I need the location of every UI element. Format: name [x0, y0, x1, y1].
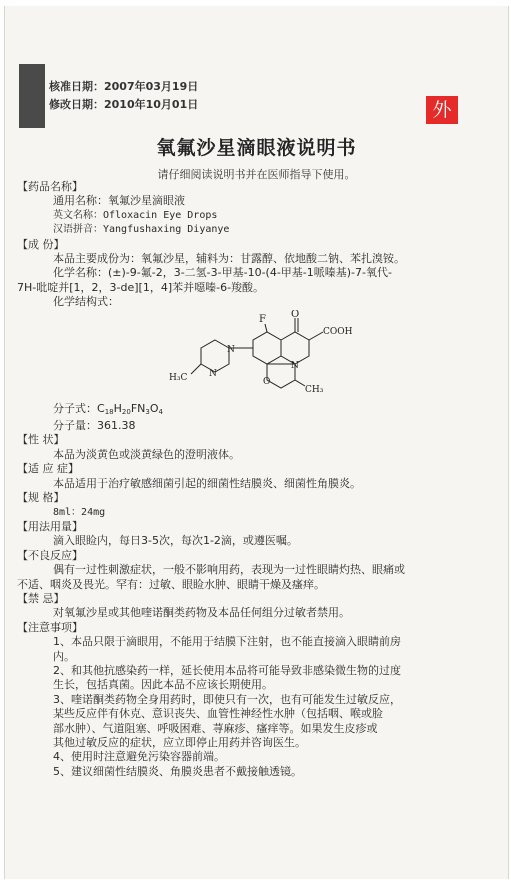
- formula-o-count: 4: [158, 407, 163, 416]
- adverse-heading: 【不良反应】: [17, 548, 83, 562]
- dosage-text: 滴入眼睑内，每日3-5次，每次1-2滴，或遵医嘱。: [53, 534, 298, 548]
- precaution-line: 生长，包括真菌。因此本品不应该长期使用。: [53, 678, 273, 692]
- properties-heading: 【性 状】: [17, 433, 65, 447]
- side-bar-mark: [19, 64, 45, 128]
- specification-text: 8ml：24mg: [53, 506, 106, 518]
- contraindications-heading: 【禁 忌】: [17, 591, 65, 605]
- precaution-line: 4、使用时注意避免污染容器前端。: [53, 750, 225, 764]
- formula-label: 分子式：: [53, 401, 97, 415]
- composition-heading: 【成 份】: [17, 237, 65, 251]
- formula-o: O: [149, 401, 159, 415]
- group-methyl-n: H₃C: [169, 372, 188, 383]
- atom-nitrogen-methyl: N: [209, 368, 217, 379]
- group-methyl: CH₃: [305, 384, 324, 395]
- english-name: 英文名称：Ofloxacin Eye Drops: [53, 209, 218, 221]
- atom-fluorine: F: [259, 313, 266, 325]
- formula-h: H: [113, 401, 122, 415]
- precaution-line: 1、本品只限于滴眼用，不能用于结膜下注射，也不能直接滴入眼睛前房: [53, 635, 401, 649]
- contraindications-text: 对氧氟沙星或其他喹诺酮类药物及本品任何组分过敏者禁用。: [53, 606, 350, 620]
- precaution-line: 2、和其他抗感染药一样，延长使用本品将可能导致非感染微生物的过度: [53, 663, 401, 677]
- adverse-line-1: 偶有一过性刺激症状，一般不影响用药，表现为一过性眼睛灼热、眼痛或: [53, 563, 405, 577]
- revision-date: 修改日期：2010年10月01日: [49, 98, 199, 111]
- precaution-line: 3、喹诺酮类药物全身用药时，即使只有一次，也有可能发生过敏反应，: [53, 692, 401, 706]
- atom-keto-oxygen: O: [291, 309, 300, 320]
- drug-name-heading: 【药品名称】: [17, 180, 83, 193]
- specification-heading: 【规 格】: [17, 491, 65, 505]
- dosage-heading: 【用法用量】: [17, 519, 83, 533]
- chemical-name-line-2: 7H-吡啶并[1，2，3-de][1，4]苯并噁嗪-6-羧酸。: [17, 280, 265, 294]
- generic-name: 通用名称：氧氟沙星滴眼液: [53, 194, 185, 208]
- group-carboxyl: COOH: [323, 326, 353, 337]
- formula-h-count: 20: [121, 407, 131, 416]
- leaflet-content: [17, 180, 499, 779]
- chemical-name-line-1: 化学名称：(±)-9-氟-2，3-二氢-3-甲基-10-(4-甲基-1哌嗪基)-7-氧代-: [53, 266, 392, 280]
- precaution-line: 其他过敏反应的症状，应立即停止用药并咨询医生。: [53, 736, 306, 749]
- date-block: [49, 78, 198, 114]
- main-ingredients: 本品主要成份为：氧氟沙星，辅料为：甘露醇、依地酸二钠、苯扎溴铵。: [53, 252, 405, 266]
- adverse-line-2: 不适、咽炎及畏光。罕有：过敏、眼睑水肿、眼睛干燥及瘙痒。: [17, 577, 325, 591]
- structure-label: 化学结构式：: [53, 295, 119, 309]
- precaution-line: 部水肿）、气道阻塞、呼吸困难、荨麻疹、瘙痒等。如果发生皮疹或: [53, 721, 378, 735]
- precaution-line: 内。: [53, 649, 75, 663]
- pinyin-name: 汉语拼音：Yangfushaxing Diyanye: [53, 224, 230, 236]
- formula-c: C: [97, 401, 105, 415]
- molecular-formula: [17, 402, 499, 419]
- precautions-heading: 【注意事项】: [17, 620, 83, 634]
- formula-fn: FN: [130, 401, 146, 415]
- indications-heading: 【适 应 症】: [17, 462, 79, 476]
- formula-c-count: 18: [104, 407, 114, 416]
- atom-oxazine-oxygen: O: [263, 376, 271, 387]
- atom-nitrogen-piperazine: N: [227, 344, 235, 355]
- properties-text: 本品为淡黄色或淡黄绿色的澄明液体。: [53, 447, 240, 461]
- precaution-line: 某些反应伴有休克、意识丧失、血管性神经性水肿（包括咽、喉或脸: [53, 707, 383, 721]
- molecular-weight: 分子量：361.38: [53, 419, 136, 433]
- precaution-line: 5、建议细菌性结膜炎、角膜炎患者不戴接触透镜。: [53, 764, 302, 778]
- chemical-structure: [165, 310, 499, 400]
- atom-nitrogen-ring: N: [291, 360, 299, 371]
- chemical-structure-drawing: [165, 310, 365, 402]
- external-use-badge: 外: [426, 96, 458, 124]
- indications-text: 本品适用于治疗敏感细菌引起的细菌性结膜炎、细菌性角膜炎。: [53, 476, 361, 490]
- approval-date: 核准日期：2007年03月19日: [49, 80, 199, 93]
- document-title: 氧氟沙星滴眼液说明书: [156, 137, 357, 159]
- document-subtitle: 请仔细阅读说明书并在医师指导下使用。: [157, 168, 356, 181]
- formula-n-count: 3: [145, 407, 150, 416]
